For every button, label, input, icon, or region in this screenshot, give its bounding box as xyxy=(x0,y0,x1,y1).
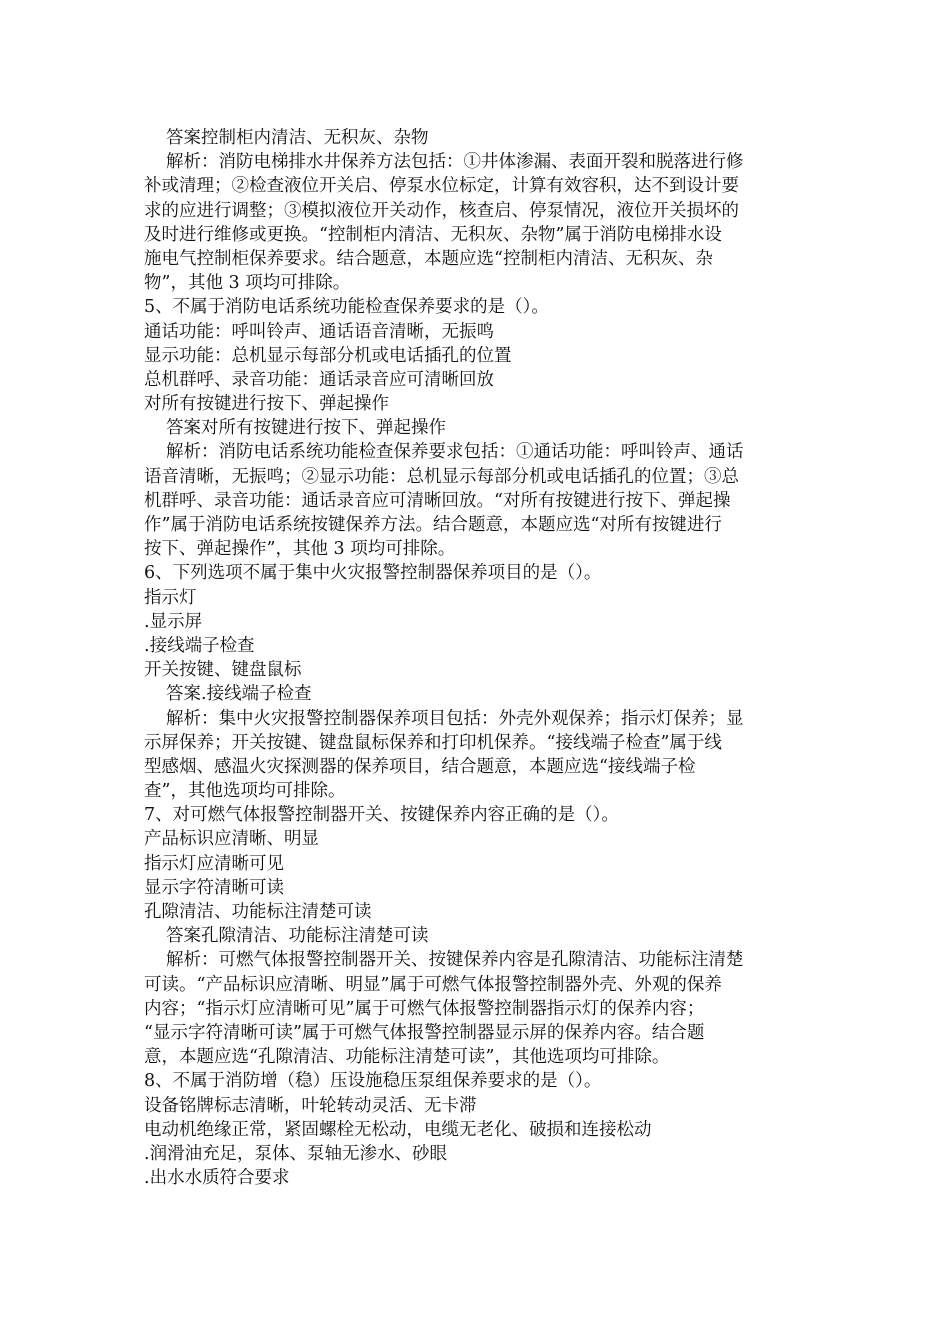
option-line: 指示灯 xyxy=(144,587,197,608)
answer-line: 答案对所有按键进行按下、弹起操作 xyxy=(166,418,446,439)
analysis-line: 作”属于消防电话系统按键保养方法。结合题意，本题应选“对所有按键进行 xyxy=(144,515,722,535)
option-line: .显示屏 xyxy=(144,611,203,632)
option-line: 孔隙清洁、功能标注清楚可读 xyxy=(144,902,372,922)
option-line: 设备铭牌标志清晰，叶轮转动灵活、无卡滞 xyxy=(144,1095,477,1116)
analysis-line: 解析：可燃气体报警控制器开关、按键保养内容是孔隙清洁、功能标注清楚 xyxy=(166,950,744,971)
option-line: 总机群呼、录音功能：通话录音应可清晰回放 xyxy=(144,369,494,390)
option-line: .润滑油充足，泵体、泵轴无渗水、砂眼 xyxy=(144,1143,448,1164)
answer-line: 答案孔隙清洁、功能标注清楚可读 xyxy=(166,926,429,947)
option-line: 显示功能：总机显示每部分机或电话插孔的位置 xyxy=(144,345,512,366)
analysis-line: 机群呼、录音功能：通话录音应可清晰回放。“对所有按键进行按下、弹起操 xyxy=(144,490,731,511)
analysis-line: 按下、弹起操作”，其他 3 项均可排除。 xyxy=(144,539,456,560)
analysis-line: 求的应进行调整；③模拟液位开关动作，核查启、停泵情况，液位开关损坏的 xyxy=(144,200,739,221)
document-page xyxy=(144,126,804,1190)
option-line: 通话功能：呼叫铃声、通话语音清晰，无振鸣 xyxy=(144,321,494,342)
analysis-line: 语音清晰，无振鸣；②显示功能：总机显示每部分机或电话插孔的位置；③总 xyxy=(144,466,739,487)
analysis-line: 解析：消防电话系统功能检查保养要求包括：①通话功能：呼叫铃声、通话 xyxy=(166,442,744,463)
analysis-line: 解析：集中火灾报警控制器保养项目包括：外壳外观保养；指示灯保养；显 xyxy=(166,708,744,729)
question-line: 8、不属于消防增（稳）压设施稳压泵组保养要求的是（）。 xyxy=(144,1071,602,1092)
option-line: .接线端子检查 xyxy=(144,635,255,656)
answer-line: 答案.接线端子检查 xyxy=(166,684,312,705)
question-line: 7、对可燃气体报警控制器开关、按键保养内容正确的是（）。 xyxy=(144,805,619,826)
analysis-line: 意，本题应选“孔隙清洁、功能标注清楚可读”，其他选项均可排除。 xyxy=(144,1047,670,1068)
answer-line: 答案控制柜内清洁、无积灰、杂物 xyxy=(166,128,429,148)
question-line: 5、不属于消防电话系统功能检查保养要求的是（）。 xyxy=(144,297,549,318)
analysis-line: “显示字符清晰可读”属于可燃气体报警控制器显示屏的保养内容。结合题 xyxy=(144,1022,705,1043)
analysis-line: 物”，其他 3 项均可排除。 xyxy=(144,273,351,294)
analysis-line: 可读。“产品标识应清晰、明显”属于可燃气体报警控制器外壳、外观的保养 xyxy=(144,974,722,995)
analysis-line: 及时进行维修或更换。“控制柜内清洁、无积灰、杂物”属于消防电梯排水设 xyxy=(144,224,722,245)
option-line: .出水水质符合要求 xyxy=(144,1168,290,1189)
analysis-line: 内容；“指示灯应清晰可见”属于可燃气体报警控制器指示灯的保养内容； xyxy=(144,998,705,1019)
option-line: 显示字符清晰可读 xyxy=(144,877,284,898)
analysis-line: 型感烟、感温火灾探测器的保养项目，结合题意，本题应选“接线端子检 xyxy=(144,756,696,777)
option-line: 指示灯应清晰可见 xyxy=(144,853,284,874)
analysis-line: 解析：消防电梯排水井保养方法包括：①井体渗漏、表面开裂和脱落进行修 xyxy=(166,152,744,173)
option-line: 开关按键、键盘鼠标 xyxy=(144,660,302,681)
option-line: 对所有按键进行按下、弹起操作 xyxy=(144,394,389,415)
option-line: 电动机绝缘正常，紧固螺栓无松动，电缆无老化、破损和连接松动 xyxy=(144,1119,652,1140)
option-line: 产品标识应清晰、明显 xyxy=(144,829,319,850)
analysis-line: 施电气控制柜保养要求。结合题意，本题应选“控制柜内清洁、无积灰、杂 xyxy=(144,248,713,269)
analysis-line: 查”，其他选项均可排除。 xyxy=(144,781,346,802)
analysis-line: 补或清理；②检查液位开关启、停泵水位标定，计算有效容积，达不到设计要 xyxy=(144,176,739,197)
question-line: 6、下列选项不属于集中火灾报警控制器保养项目的是（）。 xyxy=(144,563,602,584)
analysis-line: 示屏保养；开关按键、键盘鼠标保养和打印机保养。“接线端子检查”属于线 xyxy=(144,732,722,753)
